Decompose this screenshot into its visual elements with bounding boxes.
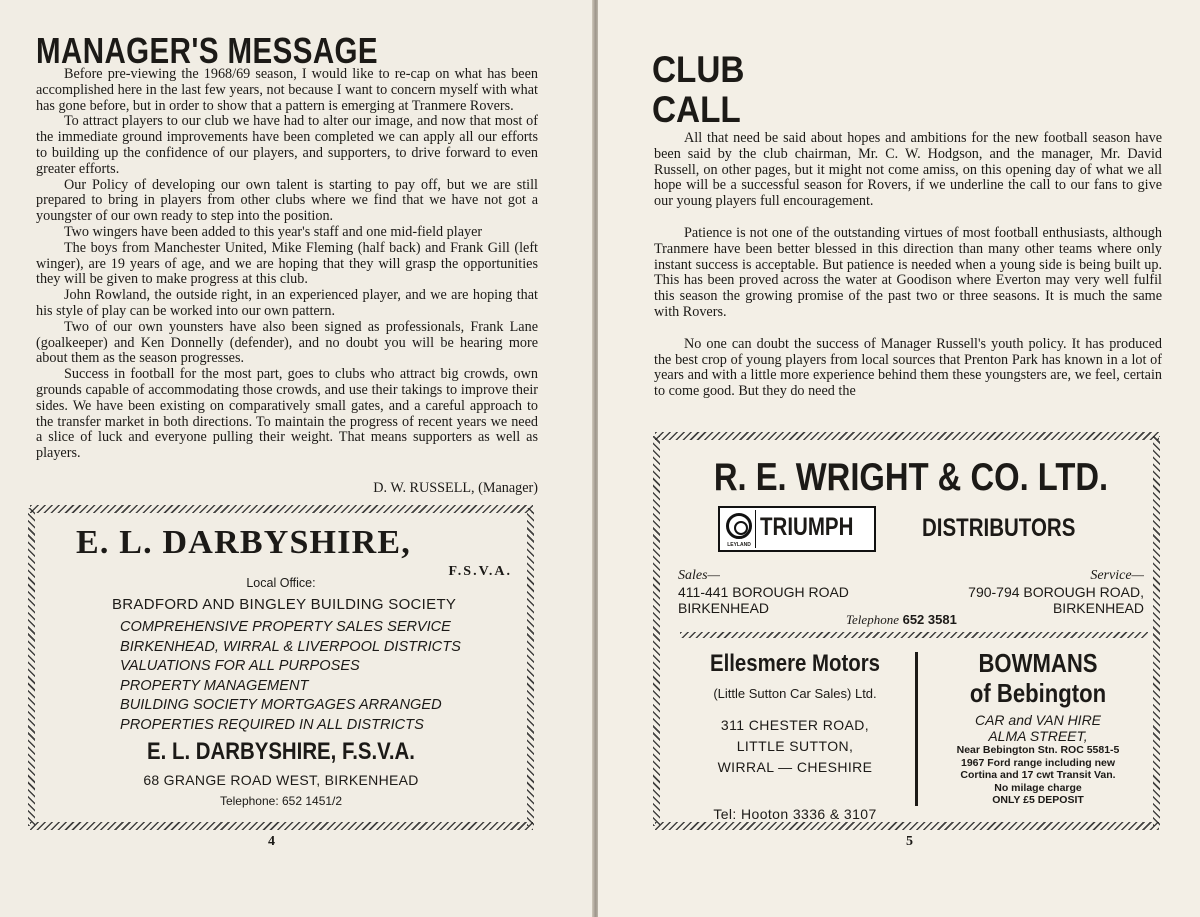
sales-line: 411-441 BOROUGH ROAD <box>678 584 849 600</box>
triumph-badge <box>718 506 876 552</box>
ellesmere-advert <box>680 650 910 822</box>
service-item: VALUATIONS FOR ALL PURPOSES <box>120 658 360 675</box>
bowmans-location: of Bebington <box>969 678 1107 708</box>
paragraph: Patience is not one of the outstanding virtues of most football enthusiasts, although Tranmere have been better blessed in this direction than many other teams where only instant success is acceptable. But patience is needed when a young side is being built up. This has been proved across the water at Goodison where Everton may very well fulfil this season the growing promise of the past two or three seasons. It is much the same with Rovers. <box>654 224 1162 320</box>
service-item: BUILDING SOCIETY MORTGAGES ARRANGED <box>120 697 442 714</box>
page-number-left: 4 <box>268 834 275 849</box>
ellesmere-telephone: Tel: Hooton 3336 & 3107 <box>713 806 877 822</box>
sales-address <box>678 568 849 616</box>
ellesmere-address <box>680 715 910 778</box>
building-society: BRADFORD AND BINGLEY BUILDING SOCIETY <box>112 596 457 613</box>
border-left <box>653 436 660 826</box>
ellesmere-sub: (Little Sutton Car Sales) Ltd. <box>713 686 877 701</box>
paragraph: Success in football for the most part, goes to clubs who attract big crowds, own grounds capable of accommodating those crowds, and use their takings to improve their sides. We have been existing on comparatively small gates, and a careful approach to the transfer market in both directions. To maintain the progress of recent years we need a slice of luck and everyone pulling their weight. That means supporters as well as players. <box>36 366 538 462</box>
paragraph: Before pre-viewing the 1968/69 season, I would like to re-cap on what has been accomplished here in the last few years, not because I want to concern myself with what has gone before, but in order to show that a pattern is emerging at Tranmere Rovers. <box>36 66 538 114</box>
managers-message-title: MANAGER'S MESSAGE <box>36 30 379 71</box>
paragraph: All that need be said about hopes and ambitions for the new football season have been said by the club chairman, Mr. C. W. Hodgson, and the manager, Mr. David Russell, on other pages, but it might not come amiss, on this opening day of what we all hope will be a successful season for Rovers, if we underline the call to our fans to give our young players full encouragement. <box>654 130 1162 210</box>
bowmans-range: 1967 Ford range including new <box>960 756 1116 769</box>
service-item: PROPERTIES REQUIRED IN ALL DISTRICTS <box>120 716 424 733</box>
sales-line: BIRKENHEAD <box>678 600 770 616</box>
wright-telephone <box>846 612 957 628</box>
darbyshire-name-repeat: E. L. DARBYSHIRE, F.S.V.A. <box>147 738 415 765</box>
address-line: 311 CHESTER ROAD, <box>720 717 870 733</box>
telephone-label: Telephone <box>846 612 899 627</box>
club-call-body <box>654 131 1162 416</box>
bowmans-name: BOWMANS <box>978 648 1098 678</box>
managers-message-body <box>36 67 538 462</box>
service-line: BIRKENHEAD <box>1052 600 1144 616</box>
paragraph: Two of our own younsters have also been signed as professionals, Frank Lane (goalkeeper) and Ken Donnelly (defender), and no doubt you will be hearing more about them as the season progresses. <box>36 318 538 367</box>
services-list <box>120 618 461 736</box>
service-item: COMPREHENSIVE PROPERTY SALES SERVICE <box>120 619 451 635</box>
address-line: LITTLE SUTTON, <box>736 738 854 754</box>
service-label: Service— <box>1090 568 1144 583</box>
darbyshire-qualification: F.S.V.A. <box>448 564 512 579</box>
border-left <box>28 508 35 826</box>
bowmans-service: CAR and VAN HIRE <box>974 712 1102 728</box>
triumph-brand: TRIUMPH <box>760 513 854 541</box>
leyland-roundel-icon <box>726 513 752 539</box>
border-right <box>527 508 534 826</box>
club-call-title <box>652 50 744 130</box>
page-number-right: 5 <box>906 834 913 849</box>
service-line: 790-794 BOROUGH ROAD, <box>968 584 1144 600</box>
ellesmere-name: Ellesmere Motors <box>709 650 881 677</box>
bowmans-range: Cortina and 17 cwt Transit Van. <box>960 769 1116 781</box>
bowmans-street: ALMA STREET, <box>988 728 1088 744</box>
bowmans-deposit: ONLY £5 DEPOSIT <box>992 794 1084 806</box>
paragraph: The boys from Manchester United, Mike Fleming (half back) and Frank Gill (left winger), are 19 years of age, and we are hoping that they will grasp the opportunities they will be given to make progress at this club. <box>36 239 538 288</box>
leyland-label: LEYLAND <box>727 542 751 548</box>
bowmans-advert <box>928 648 1148 807</box>
service-address <box>968 568 1144 616</box>
darbyshire-advert <box>40 514 522 826</box>
service-item: PROPERTY MANAGEMENT <box>120 677 309 694</box>
title-line: CLUB <box>652 49 745 90</box>
left-page <box>0 0 595 917</box>
paragraph: To attract players to our club we have had to alter our image, and now that most of the immediate ground improvements have been completed we can apply all our efforts to building up the confidence of our players, and supporters, to drive forward to even greater efforts. <box>36 113 538 177</box>
title-line: CALL <box>652 89 741 130</box>
darbyshire-address: 68 GRANGE ROAD WEST, BIRKENHEAD <box>143 772 419 788</box>
paragraph: Our Policy of developing our own talent is starting to pay off, but we are still prepared to bring in players from other clubs where we find that we have not got a youngster of our own ready to step into the position. <box>36 176 538 225</box>
paragraph: No one can doubt the success of Manager Russell's youth policy. It has produced the best crop of young players from local sources that Prenton Park has known in a lot of years and with a little more experience behind them these youngsters are, we feel, certain to come good. But they do need the <box>654 335 1162 400</box>
service-item: BIRKENHEAD, WIRRAL & LIVERPOOL DISTRICTS <box>120 638 461 655</box>
darbyshire-name: E. L. DARBYSHIRE, <box>76 524 411 561</box>
local-office-label: Local Office: <box>246 576 316 590</box>
paragraph: John Rowland, the outside right, in an experienced player, and we are hoping that his style of play can be worked into our own pattern. <box>36 287 538 319</box>
sales-label: Sales— <box>678 568 720 583</box>
wright-name: R. E. WRIGHT & CO. LTD. <box>713 456 1109 499</box>
paragraph: Two wingers have been added to this year's staff and one mid-field player <box>64 223 483 240</box>
distributors-label: DISTRIBUTORS <box>922 514 1076 542</box>
telephone-number: 652 3581 <box>902 612 957 627</box>
leyland-logo-icon <box>722 510 756 548</box>
darbyshire-telephone: Telephone: 652 1451/2 <box>219 794 343 808</box>
ad-divider <box>915 652 918 806</box>
signature: D. W. RUSSELL, (Manager) <box>373 480 538 496</box>
border-top <box>655 432 1159 440</box>
address-line: WIRRAL — CHESHIRE <box>717 759 873 775</box>
border-top <box>30 505 533 513</box>
bowmans-near: Near Bebington Stn. ROC 5581-5 <box>956 744 1120 756</box>
border-bottom <box>655 822 1159 830</box>
bowmans-milage: No milage charge <box>994 781 1082 794</box>
